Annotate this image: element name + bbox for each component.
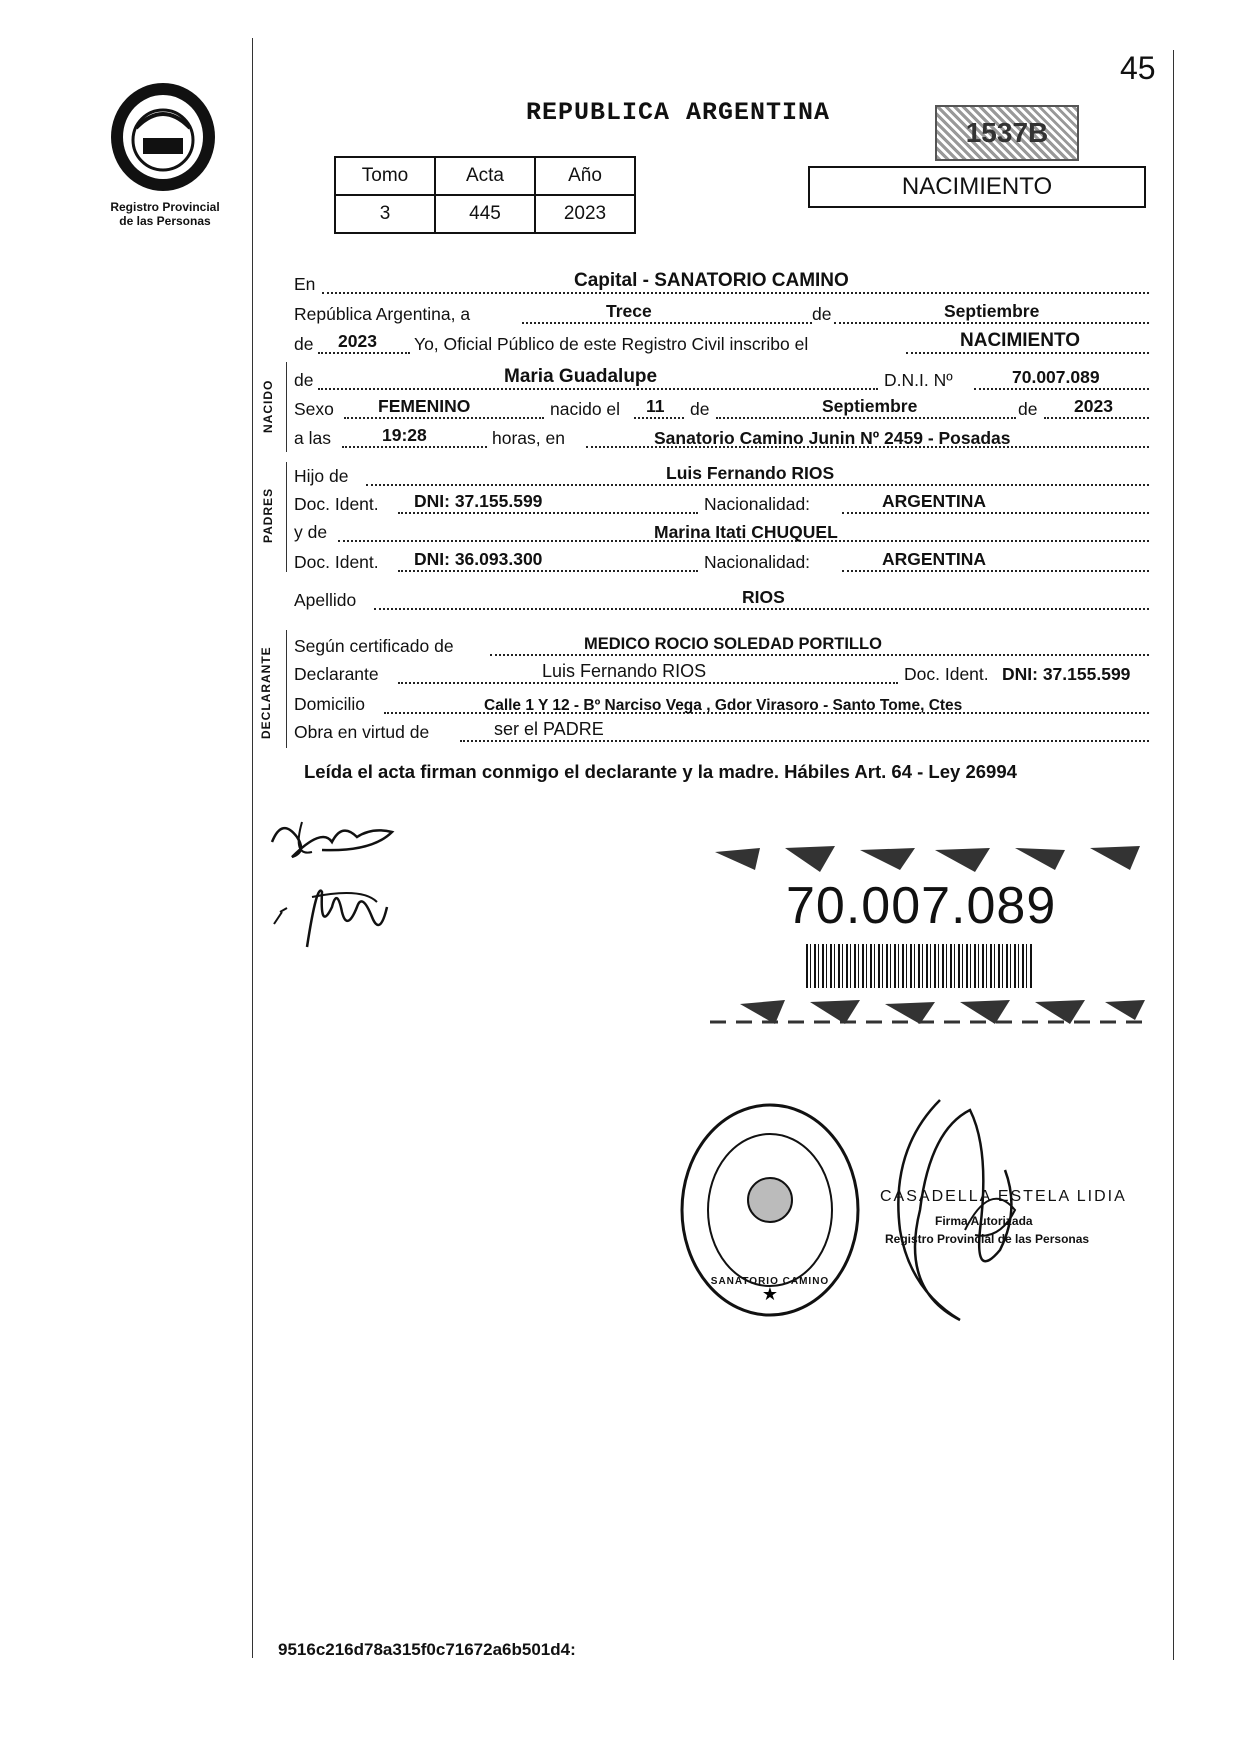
left-margin-line [252,38,253,1658]
watermark-text: 1537B [965,117,1049,148]
republica-label: República Argentina, a [294,304,471,324]
horas-label: horas, en [492,428,565,448]
footer-hash: 9516c216d78a315f0c71672a6b501d4: [278,1640,576,1659]
row-anio [294,330,1149,358]
sexo-label: Sexo [294,399,334,419]
doc1-value: DNI: 37.155.599 [414,491,543,511]
right-margin-line [1173,50,1174,1660]
security-band-top [710,840,1150,880]
inscribo-value: NACIMIENTO [960,330,1080,351]
row-en [294,270,1149,298]
certificado-label: Según certificado de [294,636,454,656]
registry-name-line2: de las Personas [119,214,211,228]
yo-text: Yo, Oficial Público de este Registro Civil inscribo el [414,334,809,354]
record-table [334,156,636,234]
hijo-label: Hijo de [294,466,349,486]
sexo-value: FEMENINO [378,396,471,416]
header-tomo: Tomo [335,157,435,195]
row-padre [294,462,1149,490]
official-name: CASADELLA ESTELA LIDIA [880,1188,1127,1205]
side-label-declarante: DECLARANTE [259,646,273,739]
nacido-dia: 11 [646,396,665,416]
row-sexo [294,395,1149,423]
obra-value: ser el PADRE [494,719,604,739]
value-acta: 445 [435,195,535,233]
security-watermark [935,105,1079,161]
registry-name-line1: Registro Provincial [110,200,220,214]
hora-value: 19:28 [382,425,427,445]
barcode [806,944,1032,988]
side-label-padres: PADRES [261,487,275,543]
row-domicilio [294,690,1149,718]
apellido-label: Apellido [294,590,357,610]
de2-label: de [294,334,314,354]
page-number: 45 [1120,50,1156,86]
doc2-label: Doc. Ident. [294,552,379,572]
declarante-label: Declarante [294,664,379,684]
handwritten-signatures [262,812,422,962]
nacido-label: nacido el [550,399,621,419]
row-madre [294,518,1149,546]
dni-stamp-number: 70.007.089 [786,877,1057,935]
nombre-value: Maria Guadalupe [504,366,658,387]
domicilio-label: Domicilio [294,694,365,714]
en-value: Capital - SANATORIO CAMINO [574,270,849,291]
certificado-value: MEDICO ROCIO SOLEDAD PORTILLO [584,635,882,653]
padre-value: Luis Fernando RIOS [666,463,835,483]
dni-number-stamp [710,840,1150,1030]
nombre-label: de [294,370,314,390]
stamp-inner-text: SANATORIO CAMINO [710,1276,830,1287]
security-band-bottom [710,990,1150,1030]
declarante-bracket [286,630,287,748]
value-anio: 2023 [535,195,635,233]
doc1-label: Doc. Ident. [294,494,379,514]
nacido-de2-label: de [1018,399,1038,419]
anio-value: 2023 [338,331,377,351]
row-apellido [294,586,1149,614]
row-declarante [294,660,1149,688]
de-label: de [812,304,832,324]
nacido-mes: Septiembre [822,396,918,416]
official-round-stamp [675,1100,865,1320]
nac1-label: Nacionalidad: [704,494,811,514]
yde-label: y de [294,522,328,542]
en-label: En [294,274,316,294]
nacido-anio: 2023 [1074,396,1113,416]
record-type-box: NACIMIENTO [808,166,1146,208]
row-republica [294,300,1149,328]
apellido-value: RIOS [742,587,785,607]
nac1-value: ARGENTINA [882,491,987,511]
row-obra [294,718,1149,746]
alas-label: a las [294,428,331,448]
nacido-de-label: de [690,399,710,419]
value-tomo: 3 [335,195,435,233]
row-hora [294,424,1149,452]
header-acta: Acta [435,157,535,195]
row-doc1 [294,490,1149,518]
declarante-value: Luis Fernando RIOS [542,661,707,681]
madre-value: Marina Itati CHUQUEL [654,522,838,542]
obra-label: Obra en virtud de [294,722,430,742]
row-nombre [294,366,1149,394]
official-signature [880,1090,1060,1330]
nac2-label: Nacionalidad: [704,552,811,572]
padres-bracket [286,462,287,572]
official-role: Firma Autorizada [935,1214,1033,1228]
doc3-value: DNI: 37.155.599 [1002,664,1131,684]
doc3-label: Doc. Ident. [904,664,989,684]
nacido-bracket [286,362,287,452]
svg-text:★: ★ [761,1284,779,1305]
registry-name [80,200,250,228]
closing-text: Leída el acta firman conmigo el declarante y la madre. Hábiles Art. 64 - Ley 26994 [304,761,1017,782]
province-seal-logo [98,80,228,195]
lugar-value: Sanatorio Camino Junin Nº 2459 - Posadas [654,428,1011,448]
dia-value: Trece [606,301,652,321]
dni-label: D.N.I. Nº [884,370,953,390]
header-anio: Año [535,157,635,195]
nac2-value: ARGENTINA [882,549,987,569]
official-org: Registro Provincial de las Personas [885,1232,1090,1246]
row-doc2 [294,548,1149,576]
domicilio-value: Calle 1 Y 12 - Bº Narciso Vega , Gdor Virasoro - Santo Tome, Ctes [484,697,963,714]
row-certificado [294,632,1149,660]
doc2-value: DNI: 36.093.300 [414,549,543,569]
mes-value: Septiembre [944,301,1040,321]
side-label-nacido: NACIDO [261,379,275,433]
country-title: REPUBLICA ARGENTINA [526,98,831,127]
dni-value: 70.007.089 [1012,367,1100,387]
